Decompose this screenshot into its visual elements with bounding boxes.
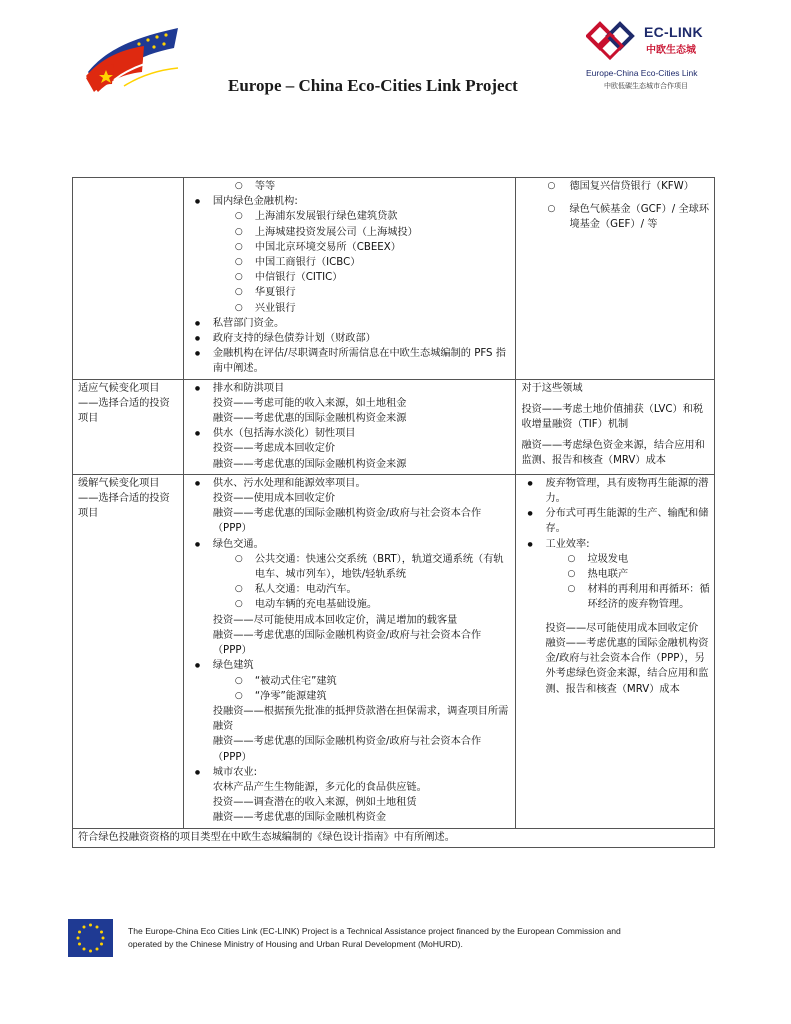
list-item: ● 供水（包括海水淡化）韧性项目 [189,426,512,441]
ec-link-emblem-icon [586,20,642,62]
list-item: ○ 私人交通：电动汽车。 [189,582,512,597]
eu-flag-icon [68,919,113,957]
list-item: ● 工业效率: [521,537,710,552]
text-line: 投资——考虑可能的收入来源，如土地租金 [212,397,407,409]
list-item: ● 供水、污水处理和能源效率项目。 [189,476,512,491]
page-title: Europe – China Eco-Cities Link Project [228,76,518,95]
text-line: 对于这些领域 [521,382,583,394]
ec-link-subtitle: Europe-China Eco-Cities Link [586,68,698,78]
row1-col2 [183,178,516,380]
row2-col2 [183,379,516,474]
financing-table [72,177,715,848]
list-item: ● 私营部门资金。 [189,316,512,331]
ec-link-brand: EC-LINK [644,24,703,40]
list-item: ○ “被动式住宅”建筑 [189,674,512,689]
row3-col1: 缓解气候变化项目——选择合适的投资项目 [73,474,184,828]
row3-col3 [516,474,715,828]
table-row [73,379,715,474]
list-item: ○ 上海浦东发展银行绿色建筑贷款 [189,209,512,224]
table-row [73,828,715,847]
text-line: 融资——考虑优惠的国际金融机构资金/政府与社会资本合作（PPP） [212,629,482,657]
list-item: ○ 热电联产 [521,567,710,582]
row2-col1: 适应气候变化项目——选择合适的投资项目 [73,379,184,474]
list-item: ○ “净零”能源建筑 [189,689,512,704]
eu-china-flag-logo [84,20,182,94]
ec-link-logo [586,20,716,95]
list-item: ○ 垃圾发电 [521,552,710,567]
ec-link-brand-cn: 中欧生态城 [646,45,696,56]
list-item: ● 城市农业: [189,765,512,780]
text-line: 融资——考虑优惠的国际金融机构资金/政府与社会资本合作（PPP） [212,736,482,763]
text-line: 投资——尽可能使用成本回收定价，满足增加的载客量 [212,614,458,626]
list-item: ● 国内绿色金融机构: [189,194,512,209]
row3-col2 [183,474,516,828]
ec-link-subtitle-cn: 中欧低碳生态城市合作项目 [604,82,688,90]
text-line: 融资——考虑优惠的国际金融机构资金来源 [212,413,407,425]
text-line: 投资——考虑成本回收定价 [212,443,336,455]
list-item: ○ 兴业银行 [189,301,512,316]
list-item: ○ 电动车辆的充电基础设施。 [189,597,512,612]
text-line: 融资——考虑绿色资金来源，结合应用和监测、报告和核查（MRV）成本 [521,440,705,467]
list-item: ● 金融机构在评估/尽职调查时所需信息在中欧生态城编制的 PFS 指南中阐述。 [189,346,512,376]
list-item: ● 绿色交通。 [189,537,512,552]
text-line: 投融资——根据预先批准的抵押贷款潜在担保需求，调查项目所需融资 [212,705,509,733]
text-line: 融资——考虑优惠的国际金融机构资金 [212,812,387,824]
text-line: 投资——尽可能使用成本回收定价 [545,622,699,634]
text-line: 融资——考虑优惠的国际金融机构资金来源 [212,458,407,470]
text-line: 融资——考虑优惠的国际金融机构资金/政府与社会资本合作（PPP），另外考虑绿色资金来源，结合应用和监测、报告和核查（MRV）成本 [545,637,709,695]
text-line: 投资——使用成本回收定价 [212,493,336,505]
list-item: ● 排水和防洪项目 [189,381,512,396]
table-row [73,474,715,828]
table-row [73,178,715,380]
list-item: ○ 中国工商银行（ICBC） [189,255,512,270]
list-item: ● 废弃物管理，具有废物再生能源的潜力。 [521,476,710,506]
list-item: ○ 等等 [189,179,512,194]
row1-col3 [516,178,715,380]
table-note: 符合绿色投融资资格的项目类型在中欧生态城编制的《绿色设计指南》中有所阐述。 [73,828,715,847]
footer-disclaimer: The Europe-China Eco Cities Link (EC-LINK) Project is a Technical Assistance project financed by the European Commission and operated by the Chinese Ministry of Housing and Urban Rural Development (MoHURD). [128,926,621,949]
list-item: ○ 德国复兴信贷银行（KFW） [521,179,710,194]
row2-col3 [516,379,715,474]
list-item: ○ 材料的再利用和再循环：循环经济的废弃物管理。 [521,582,710,612]
list-item: ● 绿色建筑 [189,658,512,673]
text-line: 投资——调查潜在的收入来源，例如土地租赁 [212,797,417,809]
list-item: ○ 上海城建投资发展公司（上海城投） [189,225,512,240]
list-item: ● 政府支持的绿色债券计划（财政部） [189,331,512,346]
text-line: 农林产品产生生物能源，多元化的食品供应链。 [212,781,427,793]
list-item: ● 分布式可再生能源的生产、输配和储存。 [521,506,710,536]
list-item: ○ 中信银行（CITIC） [189,270,512,285]
list-item: ○ 绿色气候基金（GCF）/ 全球环境基金（GEF）/ 等 [521,202,710,232]
list-item: ○ 公共交通：快速公交系统（BRT），轨道交通系统（有轨电车、城市列车），地铁/轻轨系统 [189,552,512,582]
list-item: ○ 华夏银行 [189,285,512,300]
text-line: 融资——考虑优惠的国际金融机构资金/政府与社会资本合作（PPP） [212,508,482,535]
list-item: ○ 中国北京环境交易所（CBEEX） [189,240,512,255]
spacer [521,194,710,202]
row1-col1 [73,178,184,380]
text-line: 投资——考虑土地价值捕获（LVC）和税收增量融资（TIF）机制 [521,403,704,431]
